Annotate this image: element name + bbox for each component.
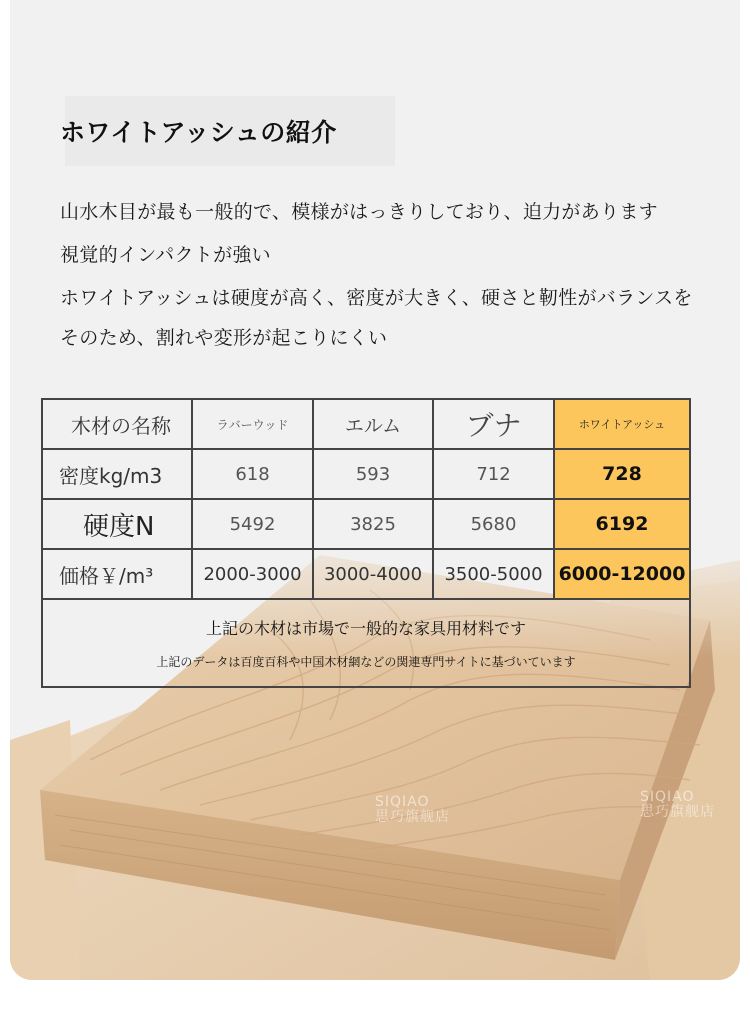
description-line: そのため、割れや変形が起こりにくい (60, 327, 388, 349)
description-line: 山水木目が最も一般的で、模様がはっきりしており、迫力があります (60, 201, 658, 223)
table-cell: 5680 (433, 499, 554, 549)
table-cell-highlight: 728 (554, 449, 690, 499)
table-cell: 2000-3000 (192, 549, 313, 599)
header-cell-beech: ブナ (433, 399, 554, 449)
table-row (42, 549, 690, 599)
header-cell-elm: エルム (313, 399, 433, 449)
note-line-1: 上記の木材は市場で一般的な家具用材料です (205, 619, 526, 638)
header-cell-white-ash: ホワイトアッシュ (554, 399, 690, 449)
wood-comparison-table (41, 398, 691, 688)
table-header-row (42, 399, 690, 449)
table-cell: 712 (433, 449, 554, 499)
row-label-price: 価格￥/m³ (42, 549, 192, 599)
table-note-row (42, 599, 690, 687)
table-cell-highlight: 6000-12000 (554, 549, 690, 599)
note-line-2: 上記のデータは百度百科や中国木材網などの関連専門サイトに基づいています (156, 655, 576, 669)
table-cell-highlight: 6192 (554, 499, 690, 549)
table-row (42, 499, 690, 549)
row-label-density: 密度kg/m3 (42, 449, 192, 499)
table-cell: 618 (192, 449, 313, 499)
description-line: 視覚的インパクトが強い (60, 244, 271, 266)
description-line: ホワイトアッシュは硬度が高く、密度が大きく、硬さと靭性がバランスを (60, 287, 693, 309)
header-cell-rubberwood: ラバーウッド (192, 399, 313, 449)
table-cell: 3000-4000 (313, 549, 433, 599)
header-cell-name: 木材の名称 (42, 399, 192, 449)
table-cell: 593 (313, 449, 433, 499)
table-cell: 3500-5000 (433, 549, 554, 599)
table-note (42, 599, 690, 687)
page-title: ホワイトアッシュの紹介 (60, 118, 337, 147)
table-cell: 5492 (192, 499, 313, 549)
table-cell: 3825 (313, 499, 433, 549)
table-row (42, 449, 690, 499)
row-label-hardness: 硬度N (42, 499, 192, 549)
watermark: SIQIAO 思巧旗舰店 (375, 794, 450, 825)
watermark: SIQIAO 思巧旗舰店 (640, 789, 715, 820)
